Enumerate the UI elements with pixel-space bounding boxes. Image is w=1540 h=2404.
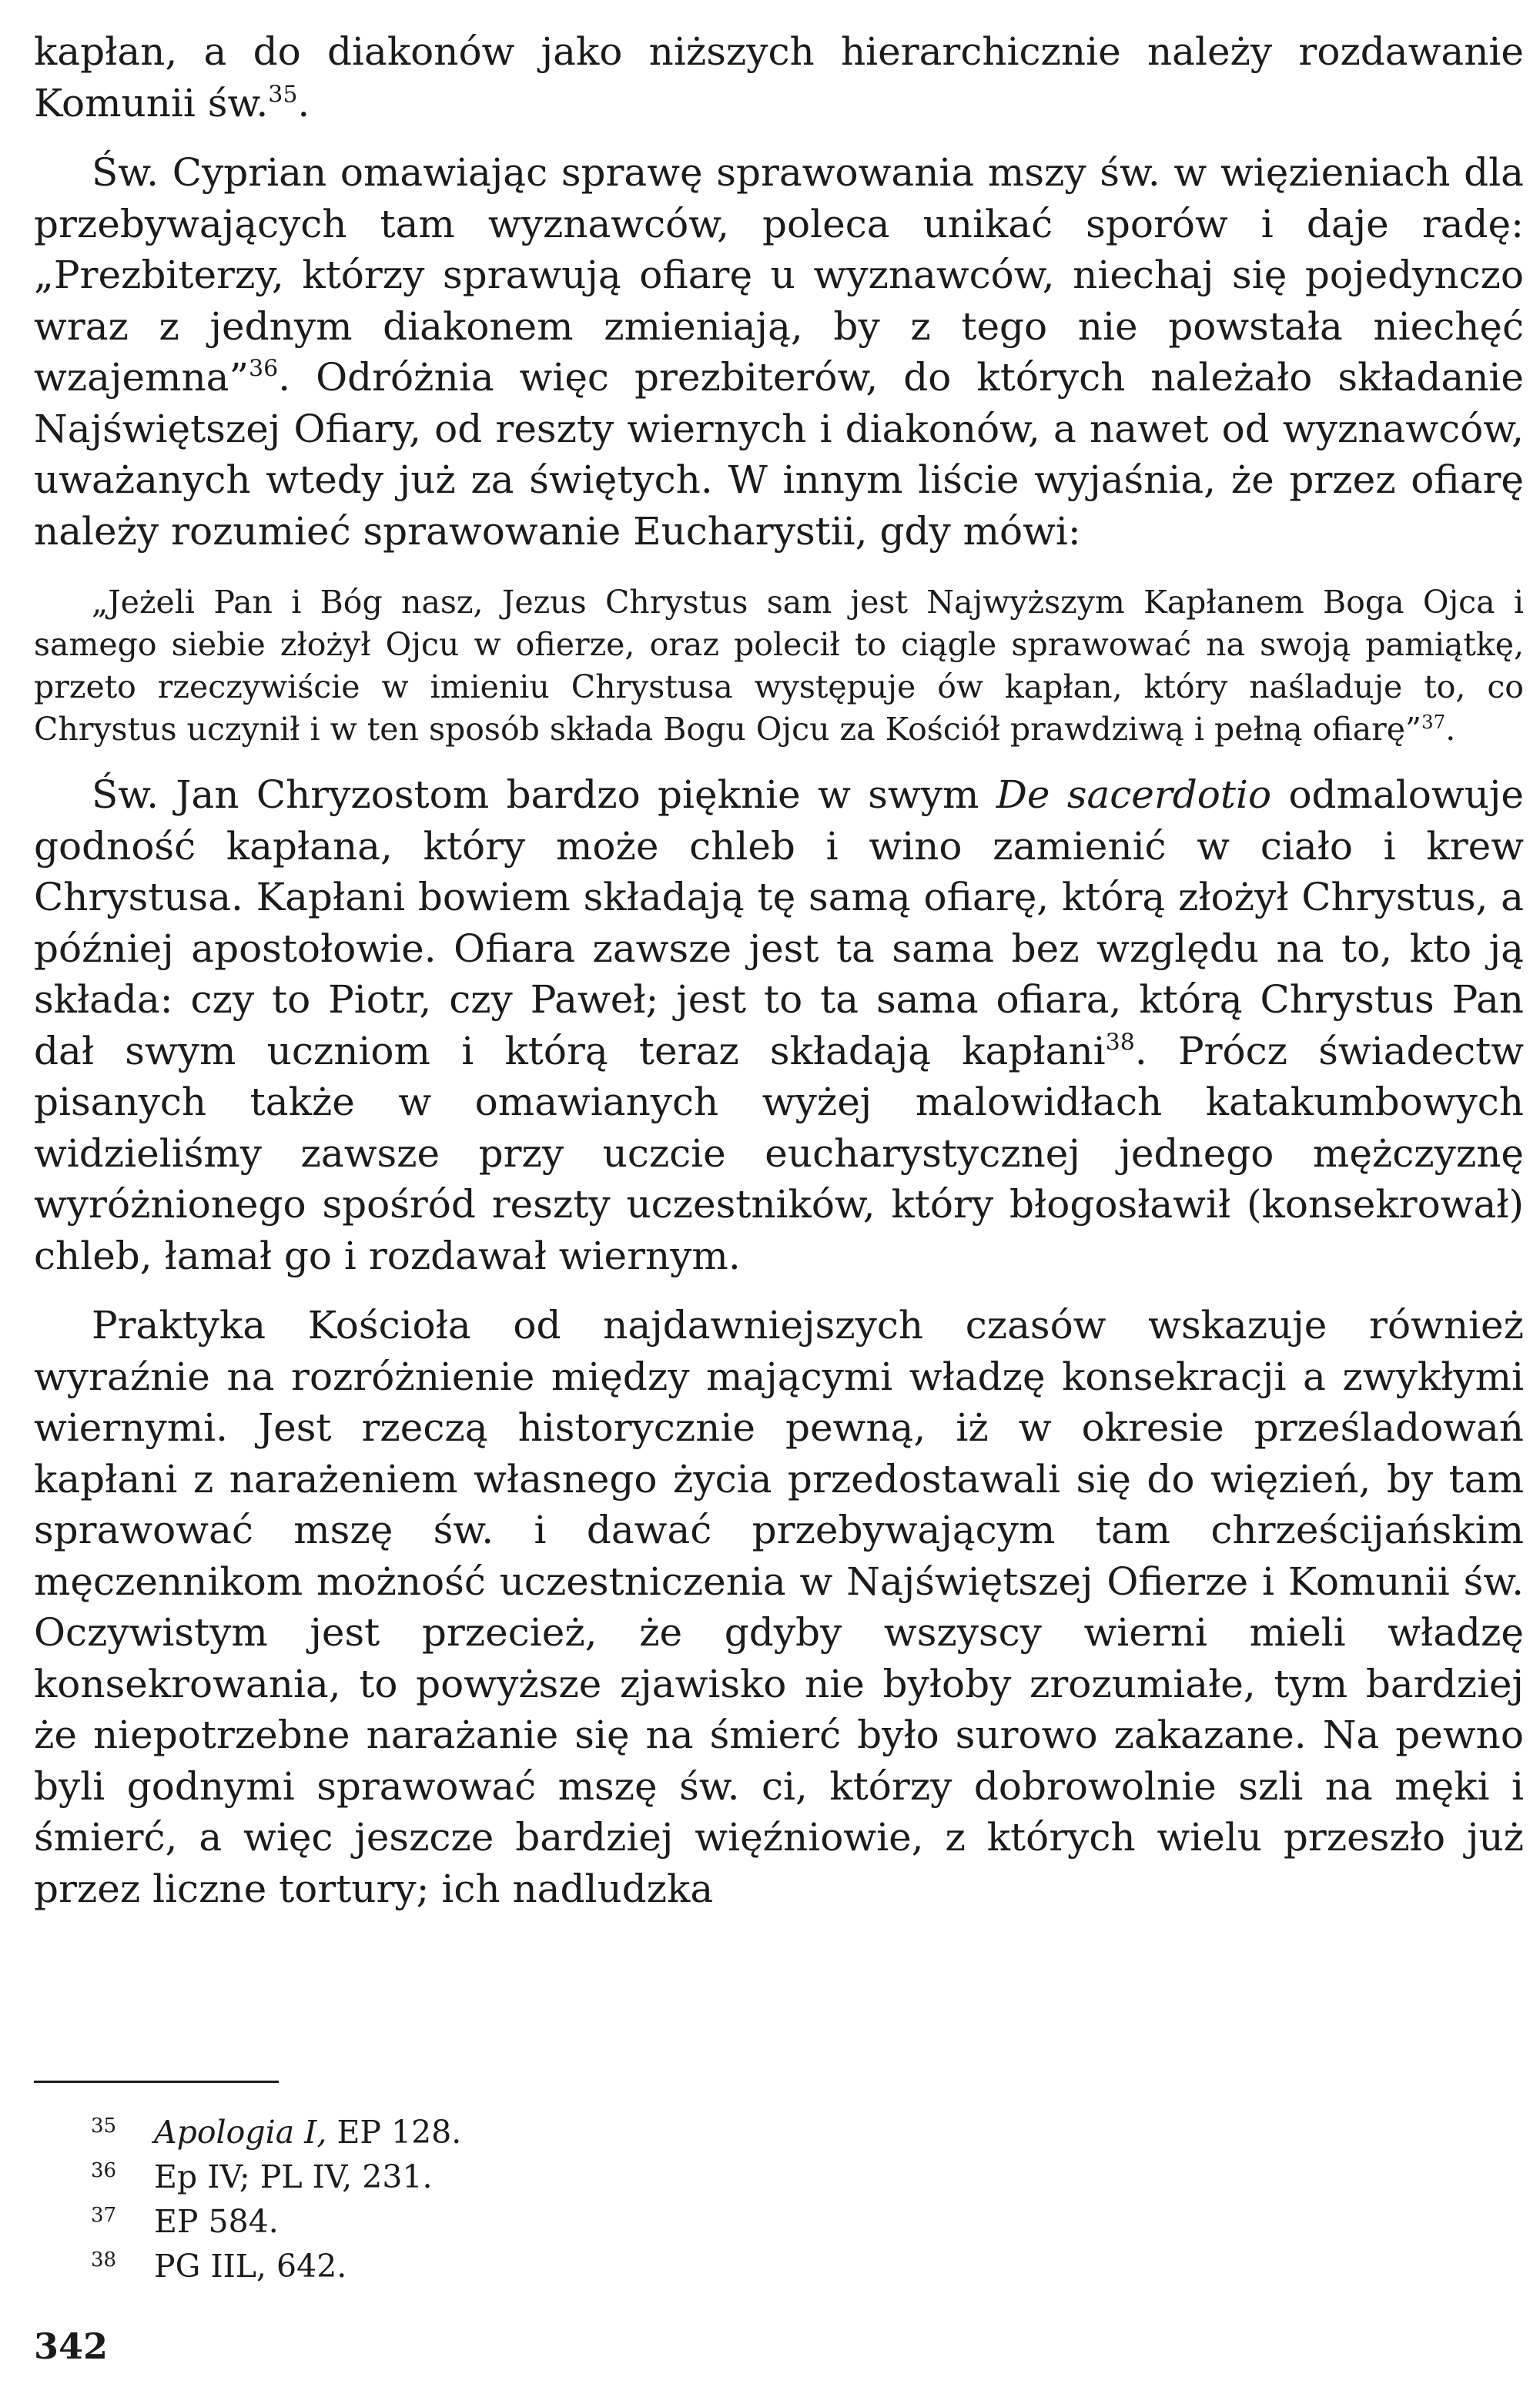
- footnote-text: PG IIL, 642.: [154, 2248, 347, 2285]
- page-text: [34, 26, 1524, 1914]
- paragraph-1-tail: .: [297, 80, 310, 126]
- footnote-35: [91, 2104, 462, 2151]
- footnote-ref-37: 37: [1421, 710, 1446, 733]
- footnote-ref-38: 38: [1105, 1028, 1135, 1056]
- paragraph-1: [34, 26, 1524, 129]
- footnotes: [91, 2104, 462, 2285]
- block-quote: [34, 581, 1524, 751]
- paragraph-3-text-a: Św. Jan Chryzostom bardzo pięknie w swym: [92, 772, 996, 817]
- footnote-number: 35: [91, 2114, 117, 2138]
- paragraph-3-text-c: . Prócz świadectw pisanych także w omawianych wyżej malowidłach katakumbowych widzieliśmy zawsze przy uczcie eucharystycznej jednego mężczyznę wyróżnionego spośród reszty uczestników, który błogosławił (konsekrował) chleb, łamał go i rozdawał wiernym.: [34, 1028, 1524, 1278]
- paragraph-2-text-b: . Odróżnia więc prezbiterów, do których należało składanie Najświętszej Ofiary, od reszty wiernych i diakonów, a nawet od wyznawców, uważanych wtedy już za świętych. W innym liście wyjaśnia, że przez ofiarę należy rozumieć sprawowanie Eucharystii, gdy mówi:: [34, 355, 1524, 554]
- footnote-37: [91, 2193, 461, 2238]
- footnote-divider: [34, 2081, 279, 2083]
- paragraph-3: [34, 769, 1524, 1281]
- footnote-ref-36: 36: [249, 355, 279, 383]
- block-quote-text: „Jeżeli Pan i Bóg nasz, Jezus Chrystus sam jest Najwyższym Kapłanem Boga Ojca i samego siebie złożył Ojcu w ofierze, oraz polecił to ciągle sprawować na swoją pamiątkę, przeto rzeczywiście w imieniu Chrystusa występuje ów kapłan, który naśladuje to, co Chrystus uczynił i w ten sposób składa Bogu Ojcu za Kościół prawdziwą i pełną ofiarę”: [34, 584, 1524, 748]
- block-quote-tail: .: [1445, 711, 1456, 748]
- page-number: 342: [34, 2325, 109, 2367]
- paragraph-3-text-b: odmalowuje godność kapłana, który może chleb i wino zamienić w ciało i krew Chrystusa. Kapłani bowiem składają tę samą ofiarę, którą złożył Chrystus, a później apostołowie. Ofiara zawsze jest ta sama bez względu na to, kto ją składa: czy to Piotr, czy Paweł; jest to ta sama ofiara, którą Chrystus Pan dał swym uczniom i którą teraz składają kapłani: [34, 772, 1524, 1073]
- footnote-36: [91, 2148, 461, 2193]
- footnote-number: 38: [91, 2248, 117, 2272]
- footnote-number: 37: [91, 2204, 117, 2227]
- paragraph-3-italic-title: De sacerdotio: [996, 772, 1272, 817]
- footnote-ref-35: 35: [268, 80, 298, 108]
- footnote-italic: Apologia I,: [154, 2114, 327, 2151]
- footnote-38: [91, 2238, 461, 2285]
- paragraph-1-text: kapłan, a do diakonów jako niższych hierarchicznie należy rozdawanie Komunii św.: [34, 29, 1524, 126]
- footnote-number: 36: [91, 2159, 117, 2182]
- paragraph-4: Praktyka Kościoła od najdawniejszych czasów wskazuje również wyraźnie na rozróżnienie między mającymi władzę konsekracji a zwykłymi wiernymi. Jest rzeczą historycznie pewną, iż w okresie prześladowań kapłani z narażeniem własnego życia przedostawali się do więzień, by tam sprawować mszę św. i dawać przebywającym tam chrześcijańskim męczennikom możność uczestniczenia w Najświętszej Ofierze i Komunii św. Oczywistym jest przecież, że gdyby wszyscy wierni mieli władzę konsekrowania, to powyższe zjawisko nie byłoby zrozumiałe, tym bardziej że niepotrzebne narażanie się na śmierć było surowo zakazane. Na pewno byli godnymi sprawować mszę św. ci, którzy dobrowolnie szli na męki i śmierć, a więc jeszcze bardziej więźniowie, z których wielu przeszło już przez liczne tortury; ich nadludzka: [34, 1303, 1524, 1911]
- paragraph-2: [34, 147, 1524, 557]
- paragraph-2-text-a: Św. Cyprian omawiając sprawę sprawowania mszy św. w więzieniach dla przebywających tam wyznawców, poleca unikać sporów i daje radę: „Prezbiterzy, którzy sprawują ofiarę u wyznawców, niechaj się pojedynczo wraz z jednym diakonem zmieniają, by z tego nie powstała niechęć wzajemna”: [34, 150, 1524, 400]
- footnote-text: Ep IV; PL IV, 231.: [154, 2158, 433, 2195]
- footnote-text: EP 584.: [154, 2203, 279, 2240]
- footnote-text: EP 128.: [326, 2114, 462, 2151]
